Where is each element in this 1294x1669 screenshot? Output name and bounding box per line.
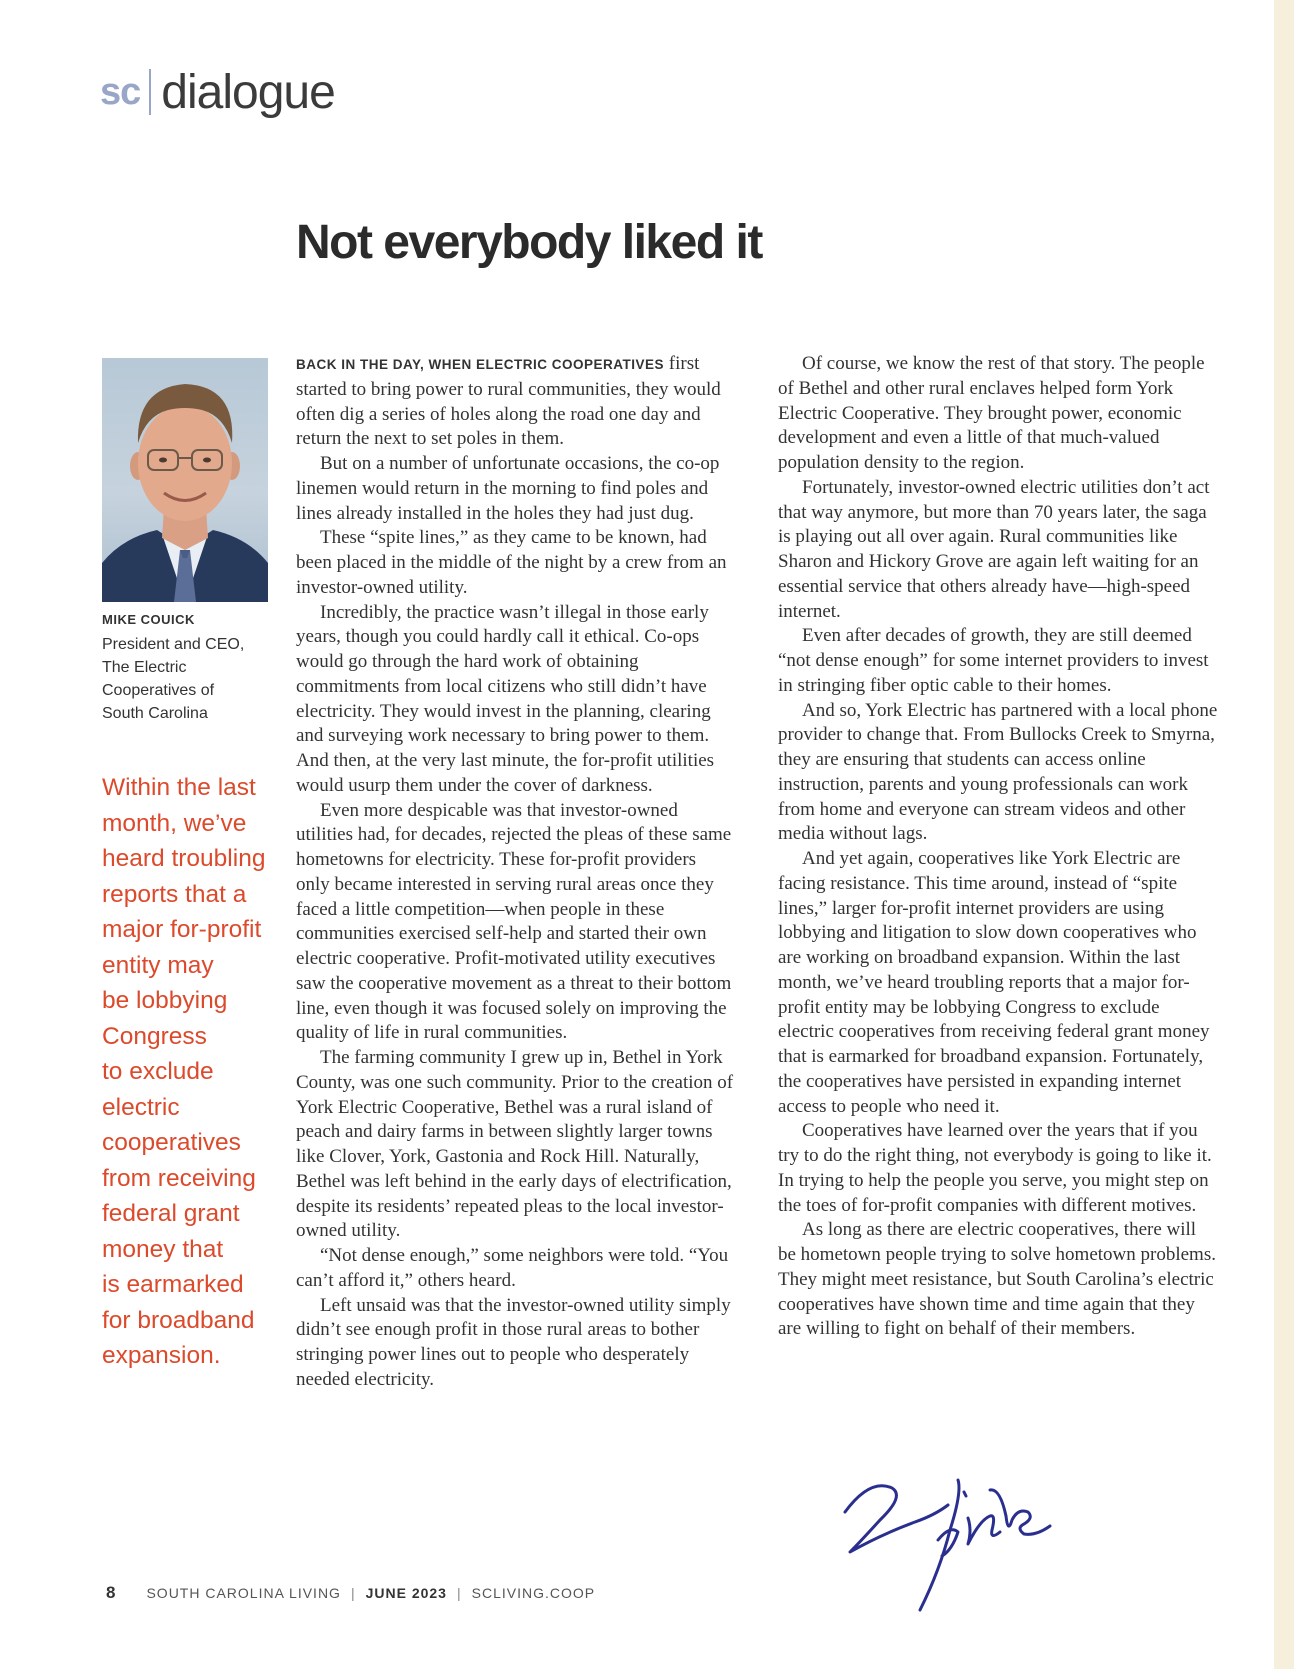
signature-illustration bbox=[840, 1460, 1070, 1630]
issue-date: JUNE 2023 bbox=[365, 1585, 447, 1601]
article-headline: Not everybody liked it bbox=[296, 216, 762, 269]
author-signature bbox=[840, 1460, 1070, 1630]
article-paragraph: Cooperatives have learned over the years that if you try to do the right thing, not everybody is going to like it. In trying to help the people you serve, you might step on the toes of for-profit companies with different motives. bbox=[778, 1120, 1212, 1216]
article-paragraph: Even more despicable was that investor-owned utilities had, for decades, rejected the pleas of these same hometowns for electricity. These for-profit providers only became interested in serving rural areas once they faced a little competition—when people in these communities exercised self-help and started their own electric cooperative. Profit-motivated utility executives saw the cooperative movement as a threat to their bottom line, even though it was focused solely on improving the quality of life in rural communities. bbox=[296, 799, 732, 1044]
article-lead-in: BACK IN THE DAY, WHEN ELECTRIC COOPERATIVES bbox=[296, 357, 665, 372]
section-divider bbox=[149, 69, 151, 115]
footer-divider: | bbox=[350, 1585, 356, 1601]
website-link[interactable]: SCLIVING.COOP bbox=[471, 1585, 596, 1601]
article-paragraph: BACK IN THE DAY, WHEN ELECTRIC COOPERATIVES first started to bring power to rural communities, they would often dig a series of holes along the road one day and return the next to set poles in them. bbox=[296, 353, 721, 450]
article-paragraph: Incredibly, the practice wasn’t illegal in those early years, though you could hardly call it ethical. Co-ops would go through the hard work of obtaining commitments from local citizens who still didn’t have electricity. They would invest in the planning, clearing and surveying work necessary to bring power to them. And then, at the very last minute, the for-profit utilities would usurp them under the cover of darkness. bbox=[296, 601, 715, 796]
footer-divider: | bbox=[456, 1585, 462, 1601]
page-footer bbox=[106, 1583, 595, 1603]
article-paragraph: And so, York Electric has partnered with a local phone provider to change that. From Bullocks Creek to Smyrna, they are ensuring that students can access online instruction, parents and young professionals can work from home and everyone can stream videos and other media without lags. bbox=[778, 699, 1218, 845]
section-name: dialogue bbox=[161, 65, 335, 119]
article-paragraph: “Not dense enough,” some neighbors were told. “You can’t afford it,” others heard. bbox=[296, 1245, 729, 1291]
author-photo bbox=[102, 358, 268, 602]
article-paragraph: Of course, we know the rest of that story. The people of Bethel and other rural enclaves helped form York Electric Cooperative. They brought power, economic development and even a little of that much-valued population density to the region. bbox=[778, 353, 1205, 473]
publication-name: SOUTH CAROLINA LIVING bbox=[146, 1585, 341, 1601]
section-abbrev: sc bbox=[100, 70, 141, 113]
author-byline bbox=[102, 612, 282, 725]
article-paragraph: As long as there are electric cooperatives, there will be hometown people trying to solve hometown problems. They might meet resistance, but South Carolina’s electric cooperatives have shown time and time again that they are willing to fight on behalf of their members. bbox=[778, 1219, 1216, 1340]
article-paragraph: But on a number of unfortunate occasions, the co-op linemen would return in the morning to find poles and lines already installed in the holes they had just dug. bbox=[296, 453, 720, 524]
author-name: MIKE COUICK bbox=[102, 612, 195, 627]
pull-quote: Within the last month, we’ve heard troubling reports that a major for-profit entity may be lobbying Congress to exclude electric cooperatives from receiving federal grant money that is earmarked for broadband expansion. bbox=[102, 774, 266, 1369]
article-paragraph: Fortunately, investor-owned electric utilities don’t act that way anymore, but more than 70 years later, the saga is playing out all over again. Rural communities like Sharon and Hickory Grove are again left waiting for an essential service that others already have—high-speed internet. bbox=[778, 476, 1210, 622]
article-paragraph: The farming community I grew up in, Bethel in York County, was one such community. Prior to the creation of York Electric Cooperative, Bethel was a rural island of peach and dairy farms in between slightly larger towns like Clover, York, Gastonia and Rock Hill. Naturally, Bethel was left behind in the early days of electrification, despite its residents’ repeated pleas to the local investor-owned utility. bbox=[296, 1047, 734, 1242]
section-header bbox=[100, 62, 335, 122]
page-edge-strip bbox=[1274, 0, 1294, 1669]
author-title: President and CEO, The Electric Cooperatives of South Carolina bbox=[102, 636, 245, 722]
page-number: 8 bbox=[106, 1583, 117, 1602]
article-column-2 bbox=[778, 352, 1218, 1342]
article-paragraph: Even after decades of growth, they are still deemed “not dense enough” for some internet providers to invest in stringing fiber optic cable to their homes. bbox=[778, 625, 1209, 696]
article-paragraph: Left unsaid was that the investor-owned utility simply didn’t see enough profit in those rural areas to bother stringing power lines out to people who desperately needed electricity. bbox=[296, 1294, 731, 1390]
article-paragraph: And yet again, cooperatives like York Electric are facing resistance. This time around, instead of “spite lines,” larger for-profit internet providers are using lobbying and litigation to slow down cooperatives who are working on broadband expansion. Within the last month, we’ve heard troubling reports that a major for-profit entity may be lobbying Congress to exclude electric cooperatives from receiving federal grant money that is earmarked for broadband expansion. Fortunately, the cooperatives have persisted in expanding internet access to people who need it. bbox=[778, 848, 1210, 1117]
article-column-1 bbox=[296, 352, 734, 1393]
author-portrait-illustration bbox=[102, 358, 268, 602]
article-paragraph: These “spite lines,” as they came to be known, had been placed in the middle of the night by a crew from an investor-owned utility. bbox=[296, 527, 727, 598]
